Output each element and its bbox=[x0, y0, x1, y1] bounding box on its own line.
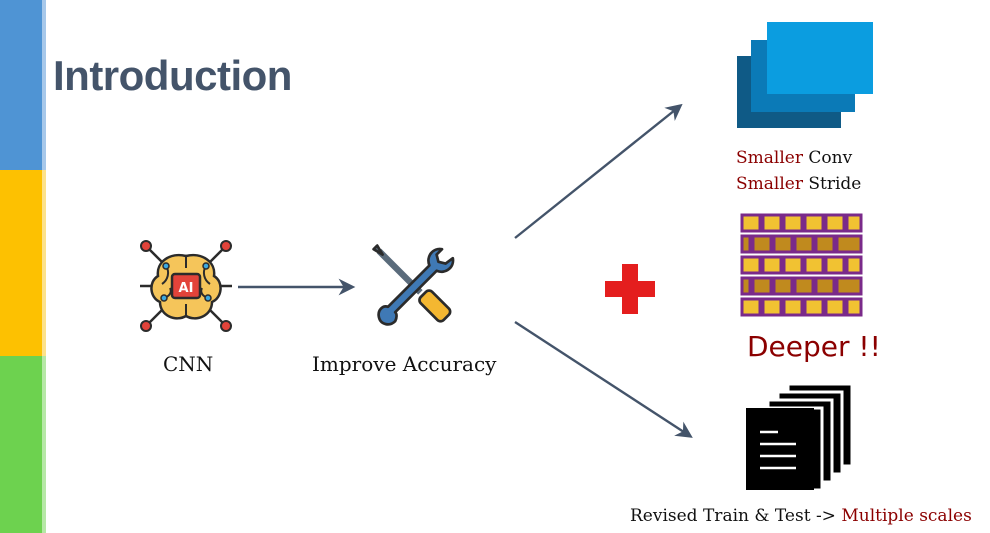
deeper-label: Deeper !! bbox=[747, 330, 881, 363]
conv-line-2 bbox=[736, 174, 861, 194]
plus-icon bbox=[605, 264, 655, 314]
ai-brain-icon bbox=[136, 236, 236, 336]
conv-highlight-2: Smaller bbox=[736, 174, 803, 194]
cnn-label: CNN bbox=[163, 352, 214, 376]
conv-highlight-1: Smaller bbox=[736, 148, 803, 168]
arrow-to-conv bbox=[515, 106, 680, 238]
multiple-scales-highlight: Multiple scales bbox=[841, 506, 972, 526]
brick-wall-icon bbox=[738, 212, 864, 318]
stacked-layers-icon bbox=[735, 20, 875, 130]
train-test-label bbox=[630, 506, 972, 526]
slide-title: Introduction bbox=[53, 52, 292, 99]
conv-text-2: Stride bbox=[802, 174, 862, 194]
conv-text-1: Conv bbox=[802, 148, 853, 168]
svg-text:AI: AI bbox=[178, 281, 194, 296]
improve-accuracy-label: Improve Accuracy bbox=[312, 352, 497, 376]
document-stack-icon bbox=[740, 384, 860, 494]
train-test-text: Revised Train & Test -> bbox=[630, 506, 842, 526]
conv-line-1 bbox=[736, 148, 852, 168]
arrow-to-train bbox=[515, 322, 690, 436]
wrench-screwdriver-icon bbox=[370, 242, 460, 332]
